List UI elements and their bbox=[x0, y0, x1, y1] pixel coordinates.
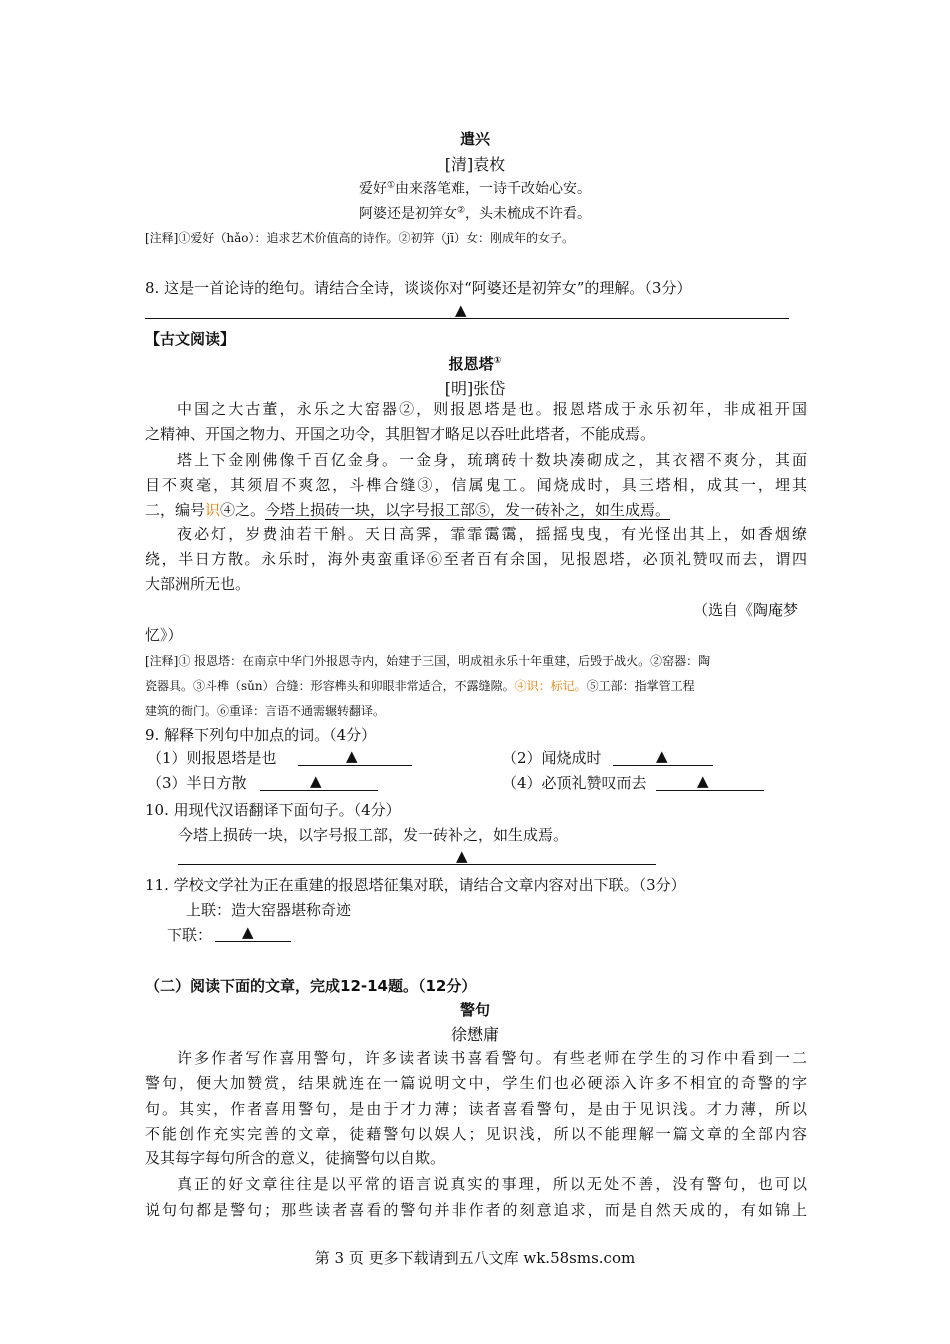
essay2-p2-line2: 说句句都是警句；那些读者喜看的警句并非作者的刻意追求，而是自然天成的，有如锦上 bbox=[145, 1201, 807, 1219]
essay2-p2-line1: 真正的好文章往往是以平常的语言说真实的事理，所以无处不善，没有警句，也可以 bbox=[177, 1175, 807, 1193]
q9-mark-4: ▲ bbox=[697, 772, 709, 790]
essay1-note-line2: 瓷器具。③斗榫（sǔn）合缝：形容榫头和卯眼非常适合，不露缝隙。④识：标记。⑤工部：指掌管工程 bbox=[145, 679, 695, 693]
keyword-shi: 识 bbox=[205, 501, 221, 519]
q8-answer-mark: ▲ bbox=[455, 301, 467, 319]
q9-item-1: （1）则报恩塔是也 bbox=[147, 749, 277, 767]
essay1-note-line3: 建筑的衙门。⑥重译：言语不通需辗转翻译。 bbox=[145, 704, 386, 718]
q9-item-3: （3）半日方散 bbox=[147, 774, 247, 792]
essay1-p3-line2: 绕，半日方散。永乐时，海外夷蛮重译⑥至者百有余国，见报恩塔，必顶礼赞叹而去，谓四 bbox=[145, 550, 807, 568]
essay1-p2-line1: 塔上下金刚佛像千百亿金身。一金身，琉璃砖十数块凑砌成之，其衣褶不爽分，其面 bbox=[177, 451, 807, 469]
essay1-p3-line1: 夜必灯，岁费油若干斛。天日高霁，霏霏霭霭，摇摇曳曳，有光怪出其上，如香烟缭 bbox=[177, 525, 807, 543]
poem-note: [注释]①爱好（hǎo）：追求艺术价值高的诗作。②初笄（jī）女：刚成年的女子。 bbox=[145, 231, 575, 245]
essay1-p3-line3: 大部洲所无也。 bbox=[145, 575, 251, 593]
poem-line-2: 阿婆还是初笄女②，头未梳成不许看。 bbox=[358, 205, 592, 222]
section-2-heading: （二）阅读下面的文章，完成12-14题。（12分） bbox=[145, 977, 477, 995]
page-footer: 第 3 页 更多下载请到五八文库 wk.58sms.com bbox=[314, 1249, 636, 1267]
poem-title: 遣兴 bbox=[459, 130, 490, 148]
question-11: 11. 学校文学社为正在重建的报恩塔征集对联，请结合文章内容对出下联。（3分） bbox=[145, 876, 686, 894]
essay2-p1-line3: 句。其实，作者喜用警句，是由于才力薄；读者喜看警句，是由于见识浅。才力薄，所以 bbox=[145, 1100, 807, 1118]
q9-answer-line-1[interactable] bbox=[298, 765, 412, 766]
q11-upper-couplet: 上联：造大窑器堪称奇迹 bbox=[186, 901, 352, 919]
essay2-p1-line5: 及其每字每句所含的意义，徒摘警句以自欺。 bbox=[145, 1149, 446, 1167]
q9-item-4: （4）必顶礼赞叹而去 bbox=[502, 774, 647, 792]
q9-mark-1: ▲ bbox=[346, 747, 358, 765]
q9-answer-line-3[interactable] bbox=[260, 790, 378, 791]
section-classical-heading: 【古文阅读】 bbox=[145, 330, 236, 348]
essay1-p1-line1: 中国之大古董，永乐之大窑器②，则报恩塔是也。报恩塔成于永乐初年，非成祖开国 bbox=[177, 400, 807, 418]
essay2-p1-line1: 许多作者写作喜用警句，许多读者读书喜看警句。有些老师在学生的习作中看到一二 bbox=[177, 1049, 807, 1067]
q10-mark: ▲ bbox=[456, 847, 468, 865]
essay2-p1-line4: 不能创作充实完善的文章，徒藉警句以娱人；见识浅，所以不能理解一篇文章的全部内容 bbox=[145, 1125, 807, 1143]
essay1-p2-line3: 二，编号识④之。今塔上损砖一块，以字号报工部⑤，发一砖补之，如生成焉。 bbox=[145, 501, 671, 519]
essay1-note-line1: [注释]① 报恩塔：在南京中华门外报恩寺内，始建于三国，明成祖永乐十年重建，后毁于战火。②窑器：陶 bbox=[145, 654, 711, 668]
q10-answer-line[interactable] bbox=[178, 864, 656, 865]
q11-lower-label: 下联： bbox=[167, 926, 213, 944]
q9-mark-2: ▲ bbox=[656, 747, 668, 765]
question-10: 10. 用现代汉语翻译下面句子。（4分） bbox=[145, 801, 401, 819]
essay2-title: 警句 bbox=[459, 1001, 490, 1019]
q9-answer-line-4[interactable] bbox=[656, 790, 764, 791]
q9-answer-line-2[interactable] bbox=[613, 765, 713, 766]
poem-line-1: 爱好①由来落笔难，一诗千改始心安。 bbox=[358, 180, 592, 197]
poem-author: [清]袁枚 bbox=[444, 155, 506, 174]
q10-sentence: 今塔上损砖一块，以字号报工部，发一砖补之，如生成焉。 bbox=[178, 826, 569, 844]
essay1-source-a: （选自《陶庵梦 bbox=[693, 601, 799, 619]
essay2-p1-line2: 警句，便大加赞赏，结果就连在一篇说明文中，学生们也必硬添入许多不相宜的奇警的字 bbox=[145, 1074, 807, 1092]
question-9: 9. 解释下列句中加点的词。（4分） bbox=[145, 726, 377, 744]
underlined-sentence: 今塔上损砖一块，以字号报工部⑤，发一砖补之，如生成焉。 bbox=[265, 501, 671, 519]
essay1-p2-line2: 目不爽毫，其须眉不爽忽，斗榫合缝③，信属鬼工。闻烧成时，具三塔相，成其一，埋其 bbox=[145, 476, 807, 494]
q9-item-2: （2）闻烧成时 bbox=[502, 749, 602, 767]
essay1-title: 报恩塔① bbox=[448, 355, 502, 373]
q11-answer-line[interactable] bbox=[215, 941, 291, 942]
essay1-source-b: 忆》） bbox=[145, 626, 183, 644]
q8-answer-line[interactable] bbox=[145, 318, 789, 319]
essay2-author: 徐懋庸 bbox=[450, 1025, 499, 1044]
question-8: 8. 这是一首论诗的绝句。请结合全诗，谈谈你对“阿婆还是初笄女”的理解。（3分） bbox=[145, 279, 692, 297]
essay1-p1-line2: 之精神、开国之物力、开国之功令，其胆智才略足以吞吐此塔者，不能成焉。 bbox=[145, 425, 656, 443]
q9-mark-3: ▲ bbox=[310, 772, 322, 790]
q11-mark: ▲ bbox=[242, 923, 254, 941]
essay1-author: [明]张岱 bbox=[444, 379, 506, 398]
